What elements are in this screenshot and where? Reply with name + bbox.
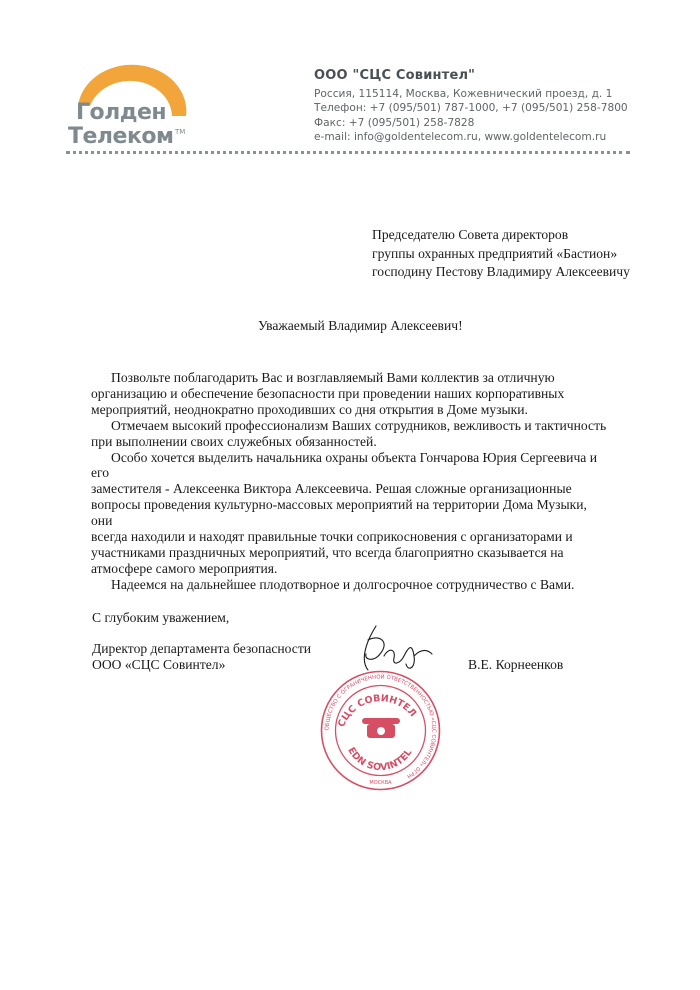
body-line: при выполнении своих служебных обязанностей. xyxy=(91,433,377,449)
addressee-line: группы охранных предприятий «Бастион» xyxy=(372,245,618,261)
letter-body xyxy=(91,370,611,593)
signer-name: В.Е. Корнеенков xyxy=(468,657,564,672)
salutation: Уважаемый Владимир Алексеевич! xyxy=(258,318,463,333)
company-fax: Факс: +7 (095/501) 258-7828 xyxy=(314,116,475,129)
paragraph xyxy=(91,450,611,577)
golden-telecom-logo xyxy=(62,58,192,158)
logo-line1: Голден xyxy=(76,100,167,125)
handwritten-signature xyxy=(346,620,446,680)
signer-title-line: Директор департамента безопасности xyxy=(92,641,312,656)
body-line: заместителя - Алексеенка Виктора Алексеевича. Решая сложные организационные xyxy=(91,481,572,497)
closing: С глубоким уважением, xyxy=(92,610,230,625)
body-line: Надеемся на дальнейшее плодотворное и долгосрочное сотрудничество с Вами. xyxy=(111,576,575,592)
paragraph xyxy=(91,418,611,450)
logo-line2: Телеком xyxy=(68,124,174,149)
telephone-icon xyxy=(362,718,400,738)
company-address: Россия, 115114, Москва, Кожевнический проезд, д. 1 xyxy=(314,88,613,100)
signer-title xyxy=(92,641,311,673)
addressee-line: Председателю Совета директоров xyxy=(372,227,569,242)
body-line: организацию и обеспечение безопасности при проведении наших корпоративных xyxy=(91,385,565,401)
addressee-line: господину Пестову Владимиру Алексеевичу xyxy=(372,264,630,279)
body-line: участниками праздничных мероприятий, что всегда благоприятно сказывается на xyxy=(91,544,564,560)
body-line: Особо хочется выделить начальника охраны объекта Гончарова Юрия Сергеевича и его xyxy=(91,449,597,481)
addressee-block xyxy=(372,226,630,282)
body-line: Позвольте поблагодарить Вас и возглавляемый Вами коллектив за отличную xyxy=(111,370,555,385)
seal-inner-top-text: СЦС СОВИНТЕЛ xyxy=(336,693,419,729)
body-line: Отмечаем высокий профессионализм Ваших сотрудников, вежливость и тактичность xyxy=(111,417,607,433)
seal-inner-bottom-text: EDN SOVINTEL xyxy=(345,745,415,774)
company-email-web: e-mail: info@goldentelecom.ru, www.goldentelecom.ru xyxy=(314,130,607,143)
seal-outer-text: ОБЩЕСТВО С ОГРАНИЧЕННОЙ ОТВЕТСТВЕННОСТЬЮ «СЦС СОВИНТЕЛ» ОГРН xyxy=(324,674,437,779)
body-line: вопросы проведения культурно-массовых мероприятий на территории Дома Музыки, они xyxy=(91,497,587,529)
company-name: ООО "СЦС Совинтел" xyxy=(314,68,476,83)
company-header xyxy=(314,68,628,144)
body-line: атмосфере самого мероприятия. xyxy=(91,560,278,576)
logo-trademark: TM xyxy=(175,128,186,136)
body-line: мероприятий, неоднократно проходивших со дня открытия в Доме музыки. xyxy=(91,401,528,417)
company-seal xyxy=(318,668,443,793)
signer-title-line: ООО «СЦС Совинтел» xyxy=(92,657,226,672)
paragraph xyxy=(91,370,611,418)
company-phone: Телефон: +7 (095/501) 787-1000, +7 (095/501) 258-7800 xyxy=(314,102,628,115)
paragraph xyxy=(91,577,611,593)
body-line: всегда находили и находят правильные точки соприкосновения с организаторами и xyxy=(91,529,573,545)
seal-city: МОСКВА xyxy=(369,780,392,786)
letterhead-divider xyxy=(66,151,630,154)
